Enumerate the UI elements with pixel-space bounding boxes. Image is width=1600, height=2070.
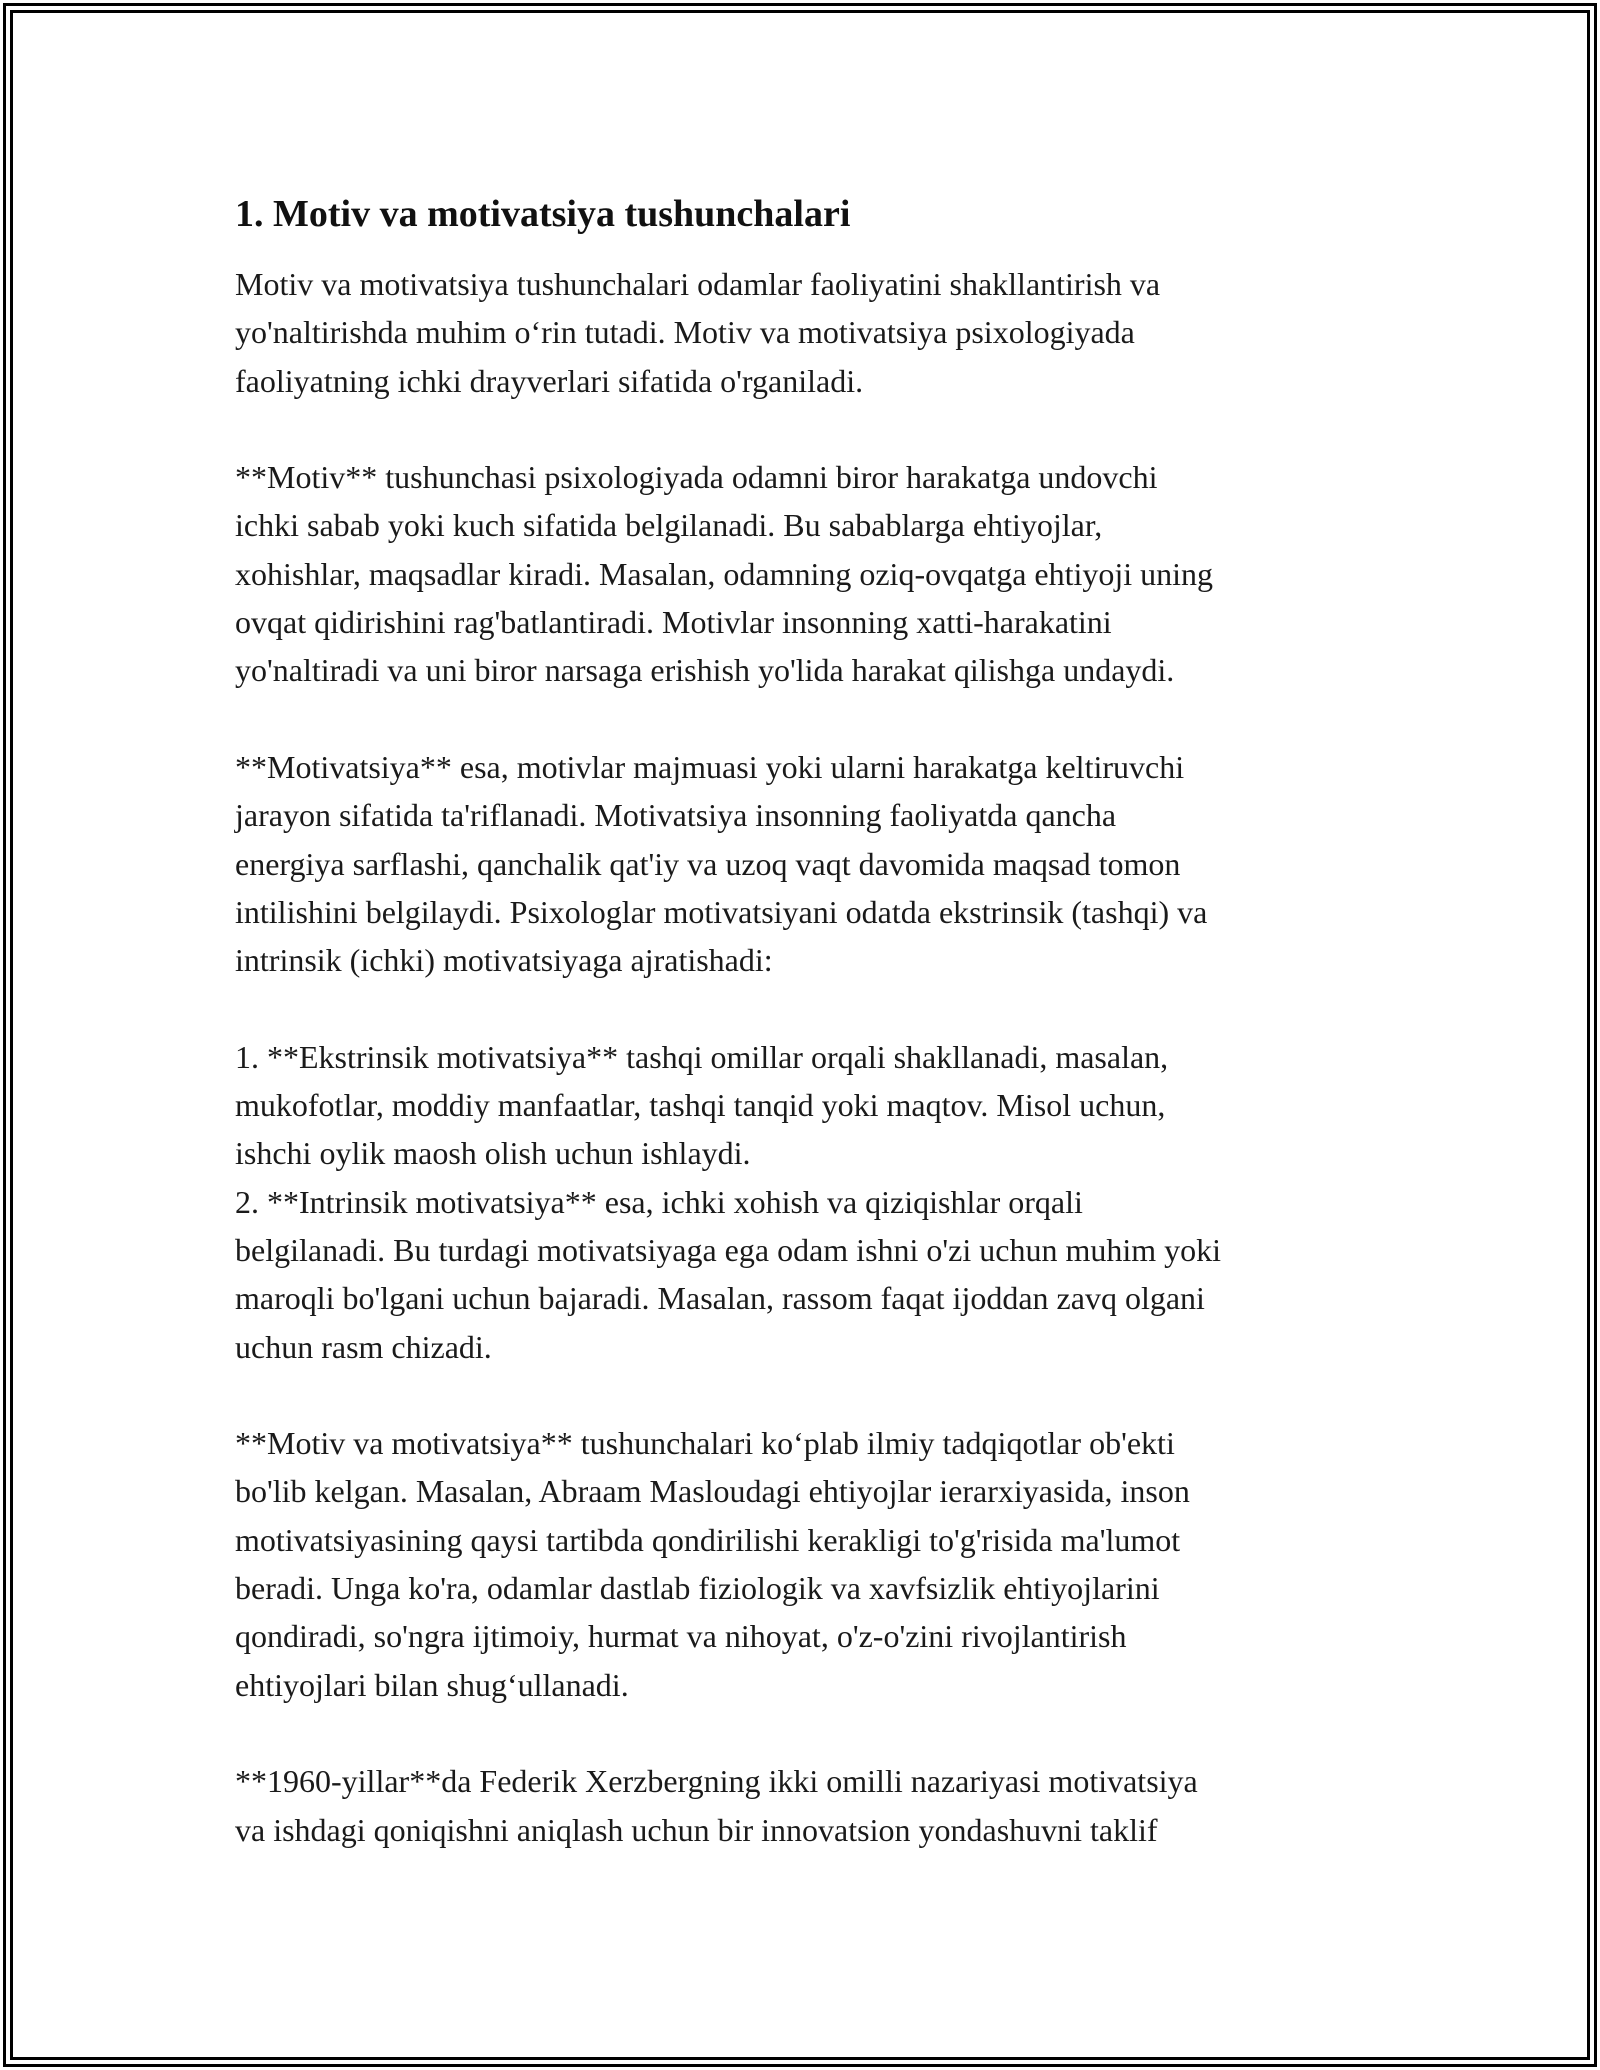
text-line: va ishdagi qoniqishni aniqlash uchun bir innovatsion yondashuvni taklif bbox=[235, 1811, 1158, 1848]
text-line: beradi. Unga ko'ra, odamlar dastlab fiziologik va xavfsizlik ehtiyojlarini bbox=[235, 1570, 1160, 1607]
list-item-line: 2. **Intrinsik motivatsiya** esa, ichki xohish va qiziqishlar orqali bbox=[235, 1183, 1083, 1220]
text-line: yo'naltirishda muhim o‘rin tutadi. Motiv va motivatsiya psixologiyada bbox=[235, 314, 1135, 351]
text-line: energiya sarflashi, qanchalik qat'iy va uzoq vaqt davomida maqsad tomon bbox=[235, 845, 1181, 882]
text-line: **Motiv va motivatsiya** tushunchalari ko‘plab ilmiy tadqiqotlar ob'ekti bbox=[235, 1425, 1175, 1462]
document-page bbox=[235, 188, 1375, 1854]
paragraph-herzberg bbox=[235, 1757, 1375, 1854]
text-line: yo'naltiradi va uni biror narsaga erishish yo'lida harakat qilishga undaydi. bbox=[235, 652, 1175, 689]
text-line: **Motivatsiya** esa, motivlar majmuasi yoki ularni harakatga keltiruvchi bbox=[235, 748, 1185, 785]
list-item-line: mukofotlar, moddiy manfaatlar, tashqi tanqid yoki maqtov. Misol uchun, bbox=[235, 1087, 1166, 1124]
text-line: intilishini belgilaydi. Psixologlar motivatsiyani odatda ekstrinsik (tashqi) va bbox=[235, 893, 1208, 930]
section-heading: 1. Motiv va motivatsiya tushunchalari bbox=[235, 193, 851, 235]
paragraph-motiv bbox=[235, 453, 1375, 694]
paragraph-intro bbox=[235, 260, 1375, 405]
list-item-line: ishchi oylik maosh olish uchun ishlaydi. bbox=[235, 1135, 751, 1172]
text-line: qondiradi, so'ngra ijtimoiy, hurmat va nihoyat, o'z-o'zini rivojlantirish bbox=[235, 1618, 1127, 1655]
list-item-line: belgilanadi. Bu turdagi motivatsiyaga ega odam ishni o'zi uchun muhim yoki bbox=[235, 1231, 1222, 1268]
text-line: faoliyatning ichki drayverlari sifatida o'rganiladi. bbox=[235, 362, 864, 399]
text-line: Motiv va motivatsiya tushunchalari odamlar faoliyatini shakllantirish va bbox=[235, 266, 1161, 302]
paragraph-motivatsiya bbox=[235, 743, 1375, 984]
paragraph-motivation-types-list bbox=[235, 1033, 1375, 1371]
text-line: **1960-yillar**da Federik Xerzbergning ikki omilli nazariyasi motivatsiya bbox=[235, 1763, 1198, 1800]
list-item-line: 1. **Ekstrinsik motivatsiya** tashqi omillar orqali shakllanadi, masalan, bbox=[235, 1038, 1169, 1075]
text-line: xohishlar, maqsadlar kiradi. Masalan, odamning oziq-ovqatga ehtiyoji uning bbox=[235, 555, 1214, 592]
text-line: intrinsik (ichki) motivatsiyaga ajratishadi: bbox=[235, 942, 773, 979]
text-line: motivatsiyasining qaysi tartibda qondirilishi kerakligi to'g'risida ma'lumot bbox=[235, 1521, 1181, 1558]
text-line: bo'lib kelgan. Masalan, Abraam Masloudagi ehtiyojlar ierarxiyasida, inson bbox=[235, 1473, 1190, 1510]
text-line: jarayon sifatida ta'riflanadi. Motivatsiya insonning faoliyatda qancha bbox=[235, 797, 1117, 834]
paragraph-maslow bbox=[235, 1419, 1375, 1709]
text-line: **Motiv** tushunchasi psixologiyada odamni biror harakatga undovchi bbox=[235, 459, 1158, 496]
list-item-line: maroqli bo'lgani uchun bajaradi. Masalan, rassom faqat ijoddan zavq olgani bbox=[235, 1280, 1205, 1317]
text-line: ichki sabab yoki kuch sifatida belgilanadi. Bu sabablarga ehtiyojlar, bbox=[235, 507, 1103, 544]
text-line: ehtiyojlari bilan shug‘ullanadi. bbox=[235, 1666, 629, 1703]
list-item-line: uchun rasm chizadi. bbox=[235, 1328, 492, 1365]
text-line: ovqat qidirishini rag'batlantiradi. Motivlar insonning xatti-harakatini bbox=[235, 604, 1112, 641]
